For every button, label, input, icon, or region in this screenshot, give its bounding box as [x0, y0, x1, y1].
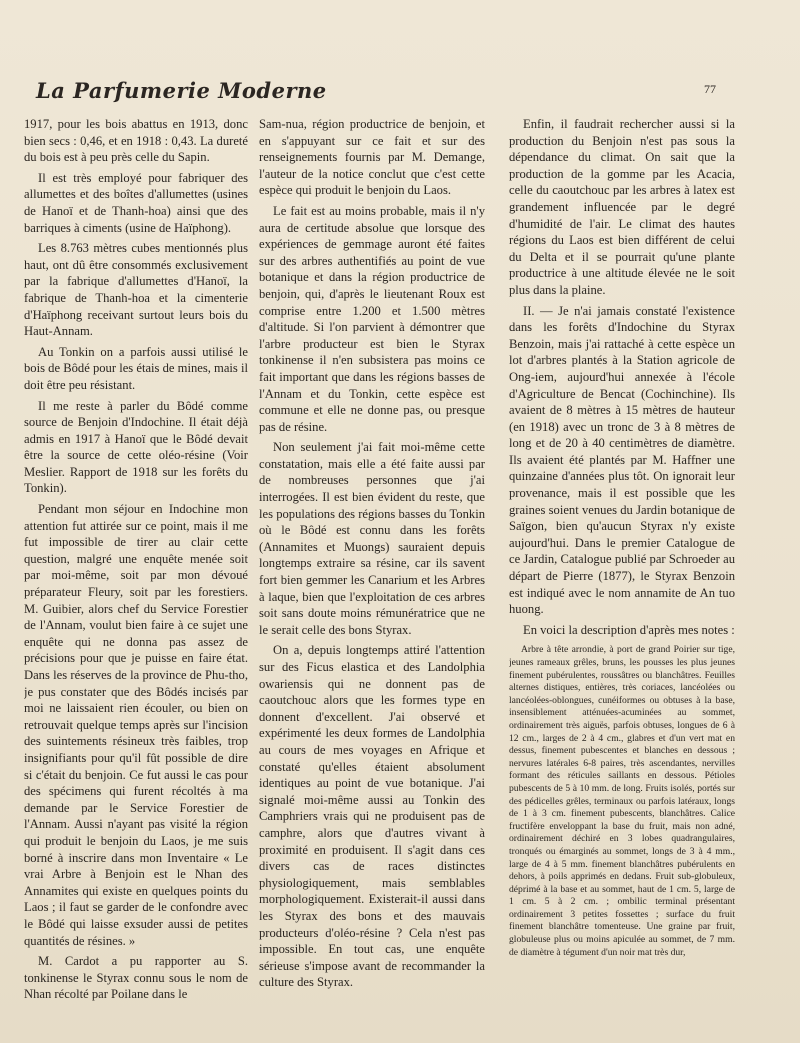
paragraph: M. Cardot a pu rapporter au S. tonkinense le Styrax connu sous le nom de Nhan récolté par Poilane dans le — [24, 954, 248, 1002]
paragraph: Enfin, il faudrait rechercher aussi si la production du Benjoin n'est pas sous la dépendance du climat. On sait que la production de la gomme par les Acacia, celle du caoutchouc par les arbres à latex est grandement influencée par le degré d'humidité de l'air. Le climat des hautes régions du Laos est bien différent de celui du Delta et il se pourrait qu'une plante productrice à une altitude élevée ne le soit plus dans la plaine. — [509, 117, 735, 297]
paragraph: Au Tonkin on a parfois aussi utilisé le bois de Bôdé pour les étais de mines, mais il doit être peu résistant. — [24, 344, 248, 392]
text-column-right — [509, 116, 735, 1026]
page-header — [26, 78, 726, 102]
paragraph: Il me reste à parler du Bôdé comme source de Benjoin d'Indochine. Il était déjà admis en 1917 à Hanoï que le Bôdé devait être la source de cette oléo-résine (Voir Meslier. Rapport de 1918 sur les forêts du Tonkin). — [24, 398, 248, 496]
paragraph: Pendant mon séjour en Indochine mon attention fut attirée sur ce point, mais il me fut impossible de tirer au clair cette question, malgré une enquête menée soit par moi-même, soit par mon dévoué préparateur Fleury, soit par les forestiers. M. Guibier, alors chef du Service Forestier de l'Annam, voulut bien faire à ce sujet une enquête qui ne donna pas assez de précisions pour que je puisse en faire état. Dans les réserves de la province de Phu-tho, je pus constater que des Bôdés incisés par moi ne laissaient rien écouler, ou bien on retrouvait quelque temps après sur l'incision des suintements résineux très faibles, trop insignifiants pour qu'il fût possible de dire si c'était du benjoin. Ce fut aussi le cas pour des spécimens qui furent récoltés à ma demande par le Service Forestier de l'Annam. Aussi n'ayant pas visité la région qui produit le benjoin du Laos, je me suis borné à inscrire dans mon Inventaire « Le vrai Arbre à Benjoin est le Nhan des Annamites qui existe en quelques points du Laos ; il faut se garder de le confondre avec le Bôdé qui laisse exsuder aussi de petites quantités de résines. » — [24, 502, 248, 948]
paragraph: Les 8.763 mètres cubes mentionnés plus haut, ont dû être consommés exclusivement par la fabrique d'allumettes d'Hanoï, la fabrique de Thanh-hoa et la cimenterie d'Haïphong receivant surtout leurs bois du Haut-Annam. — [24, 241, 248, 339]
paragraph: II. — Je n'ai jamais constaté l'existence dans les forêts d'Indochine du Styrax Benzoin, mais j'ai rattaché à cette espèce un lot d'arbres plantés à la Station agricole de Ong-iem, aujourd'hui annexée à l'école d'Agriculture de Bencat (Cochinchine). Ils avaient de 8 mètres à 15 mètres de hauteur (en 1918) avec un tronc de 3 à 8 mètres de long et de 20 à 40 centimètres de diamètre. Ils avaient été plantés par M. Haffner une quinzaine d'années plus tôt. On ignorait leur provenance, mais il est possible que les graines soient venues du Jardin botanique de Saïgon, bien qu'aucun Styrax n'y existe aujourd'hui. Dans le premier Catalogue de ce Jardin, Catalogue publié par Schroeder au départ de Pierre (1877), le Styrax Benzoin est indiqué avec le nom annamite de An tuo huong. — [509, 303, 735, 617]
paragraph: Le fait est au moins probable, mais il n'y aura de certitude absolue que lorsque des expériences de gemmage auront été faites sur des arbres authentifiés au point de vue botanique et dans la région productrice de benjoin, qui, d'après le lieutenant Roux est comprise entre 1.200 et 1.500 mètres d'altitude. Si l'on parvient à démontrer que l'arbre producteur est bien le Styrax tonkinense il n'en subsistera pas moins ce fait important que dans les régions basses de l'Annam et du Tonkin, cette espèce est commune et elle ne donne pas, ou presque pas de résine. — [259, 203, 485, 434]
paragraph: Non seulement j'ai fait moi-même cette constatation, mais elle a été faite aussi par de nombreuses personnes que j'ai interrogées. Il est bien évident du reste, que les populations des régions basses du Tonkin où le Bôdé est connu dans les forêts (Annamites et Muongs) sauraient depuis longtemps extraire sa résine, car ils savent fort bien gemmer les Canarium et les Arbres à laque, bien que l'exploitation de ces arbres soit sans doute moins rémunératrice que ne le serait celle des bons Styrax. — [259, 440, 485, 637]
botanical-description: Arbre à tête arrondie, à port de grand Poirier sur tige, jeunes rameaux grêles, bruns, les pousses les plus jeunes finement pubérulentes, roussâtres ou blanchâtres. Feuilles alternes distiques, entières, très coriaces, lancéolées ou lancéolées-oblongues, cunéiformes ou obtuses à la base, insensiblement atténuées-acuminées au sommet, ordinairement très aiguës, parfois obtuses, longues de 6 à 12 cm., larges de 2 à 4 cm., glabres et d'un vert mat en dessus, finement pubescentes et blanches en dessous ; nervures latérales 6-8 paires, très ascendantes, nervilles formant des réticules saillants en dessous. Pétioles pubescents de 5 à 10 mm. de long. Fruits isolés, portés sur des pédicelles grêles, terminaux ou parfois latéraux, longs de 1 à 3 cm. finement pubescents, blanchâtres. Calice fructifère enveloppant la base du fruit, mais non adné, ordinairement déchiré en 3 lobes quadrangulaires, tronqués ou émarginés au sommet, longs de 3 à 4 mm., large de 4 à 5 mm. finement blanchâtres pubérulents en dehors, à poils apprimés en dedans. Fruit sub-globuleux, déprimé à la base et au sommet, haut de 1 cm. 5, large de 1 cm. 5 à 2 cm. ; ombilic terminal présentant ordinairement 3 petites fossettes ; surface du fruit finement blanchâtre tomenteuse. Une graine par fruit, globuleuse plus ou moins apiculée au sommet, de 7 mm. de diamètre à tégument d'un noir mat très dur, — [509, 644, 735, 958]
paragraph: 1917, pour les bois abattus en 1913, donc bien secs : 0,46, et en 1918 : 0,43. La dureté du bois est à peu près celle du Sapin. — [24, 117, 248, 165]
page-number: 77 — [704, 82, 716, 96]
paragraph: En voici la description d'après mes notes : — [523, 622, 735, 637]
paragraph: Sam-nua, région productrice de benjoin, et en s'appuyant sur ce fait et sur des renseignements fournis par M. Demange, l'auteur de la notice conclut que c'est cette espèce qui produit le benjoin du Laos. — [259, 117, 485, 198]
text-column-left — [24, 116, 248, 1026]
paragraph: On a, depuis longtemps attiré l'attention sur des Ficus elastica et des Landolphia owariensis qui ne donnent pas de caoutchouc alors que les formes type en donnent d'excellent. J'ai observé et expérimenté les deux formes de Landolphia au cours de mes voyages en Afrique et constaté qu'elles étaient absolument identiques au point de vue botanique. J'ai signalé moi-même aussi au Tonkin des Camphriers vrais qui ne produisent pas de camphre, alors que d'autres vivant à proximité en produisent. Il s'agit dans ces divers cas de races distinctes physiologiquement, mais semblables morphologiquement. Existerait-il aussi dans les Styrax des bons et des mauvais producteurs d'oléo-résine ? Cela n'est pas impossible. En tout cas, une enquête sérieuse s'impose avant de recommander la culture des Styrax. — [259, 643, 485, 990]
paragraph: Il est très employé pour fabriquer des allumettes et des boîtes d'allumettes (usines de Hanoï et de Thanh-hoa) ainsi que des barriques à ciments (usine de Haïphong). — [24, 170, 248, 235]
text-column-middle — [259, 116, 485, 1026]
journal-title: La Parfumerie Moderne — [36, 78, 327, 103]
